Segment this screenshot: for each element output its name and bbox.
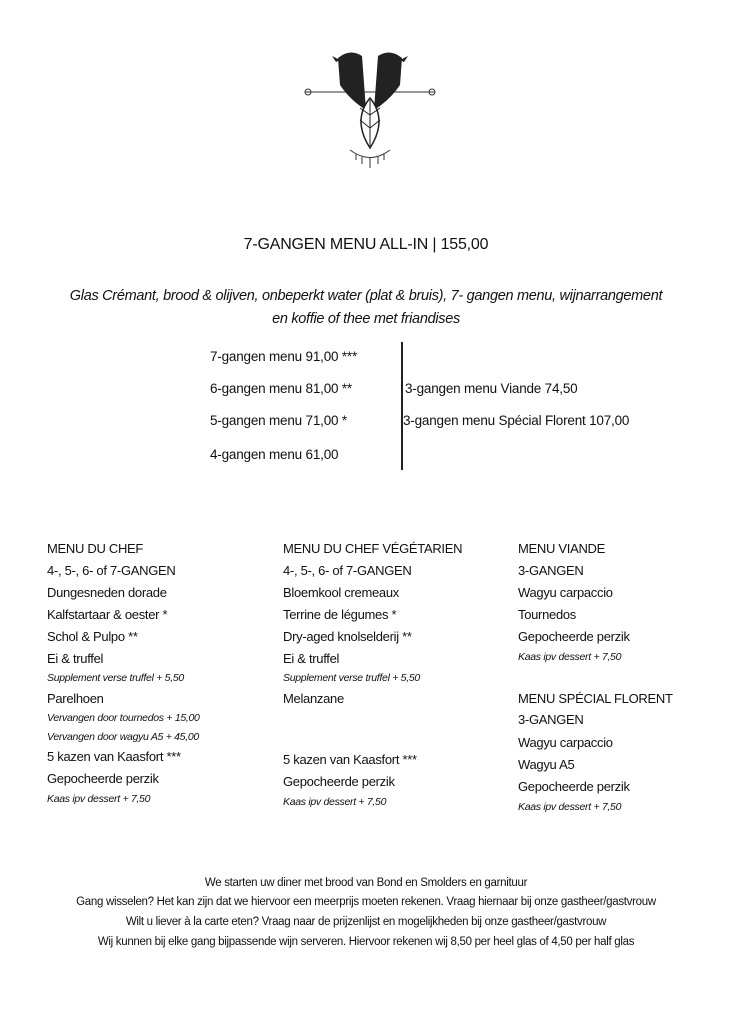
intro-line-2: en koffie of thee met friandises	[272, 311, 460, 327]
chef-note: Supplement verse truffel + 5,50	[47, 672, 184, 684]
menu-title: 7-GANGEN MENU ALL-IN | 155,00	[243, 236, 489, 253]
veg-item: Gepocheerde perzik	[283, 774, 395, 789]
footer-line: Wilt u liever à la carte eten? Vraag naar de prijzenlijst en mogelijkheden bij onze gastheer/gastvrouw	[125, 916, 607, 928]
veg-note: Kaas ipv dessert + 7,50	[283, 796, 387, 808]
divider	[401, 342, 403, 470]
chef-item: Dungesneden dorade	[47, 585, 167, 600]
footer-line: Wij kunnen bij elke gang bijpassende wijn serveren. Hiervoor rekenen wij 8,50 per heel glas of 4,50 per half glas	[97, 936, 635, 948]
viande-item: Gepocheerde perzik	[518, 629, 630, 644]
viande-item: Wagyu carpaccio	[518, 585, 613, 600]
chef-item: Ei & truffel	[47, 651, 104, 666]
veg-item: 4-, 5-, 6- of 7-GANGEN	[283, 563, 412, 578]
florent-note: Kaas ipv dessert + 7,50	[518, 801, 622, 813]
chef-note: Vervangen door wagyu A5 + 45,00	[47, 731, 199, 743]
veg-item: Bloemkool cremeaux	[283, 585, 399, 600]
veg-item: Dry-aged knolselderij **	[283, 629, 412, 644]
florent-item: Wagyu A5	[518, 757, 575, 772]
viande-note: Kaas ipv dessert + 7,50	[518, 651, 622, 663]
veg-item: 5 kazen van Kaasfort ***	[283, 752, 417, 767]
veg-heading: MENU DU CHEF VÉGÉTARIEN	[283, 541, 463, 556]
veg-item: Melanzane	[283, 691, 344, 706]
viande-heading: MENU VIANDE	[518, 541, 605, 556]
veg-note: Supplement verse truffel + 5,50	[283, 672, 420, 684]
florent-item: Wagyu carpaccio	[518, 735, 613, 750]
footer-line: Gang wisselen? Het kan zijn dat we hiervoor een meerprijs moeten rekenen. Vraag hiernaar bij onze gastheer/gastvrouw	[76, 896, 656, 908]
veg-item: Ei & truffel	[283, 651, 340, 666]
price-7-gangen: 7-gangen menu 91,00 ***	[210, 349, 358, 364]
price-viande: 3-gangen menu Viande 74,50	[405, 381, 578, 396]
florent-item: Gepocheerde perzik	[518, 779, 630, 794]
chef-item: 5 kazen van Kaasfort ***	[47, 749, 181, 764]
logo-birds-illustration	[300, 40, 440, 180]
chef-note: Kaas ipv dessert + 7,50	[47, 793, 151, 805]
chef-item: Gepocheerde perzik	[47, 771, 159, 786]
chef-note: Vervangen door tournedos + 15,00	[47, 712, 200, 724]
chef-item: Parelhoen	[47, 691, 104, 706]
intro-line-1: Glas Crémant, brood & olijven, onbeperkt water (plat & bruis), 7- gangen menu, wijnarrangement	[69, 288, 663, 304]
chef-heading: MENU DU CHEF	[47, 541, 144, 556]
price-5-gangen: 5-gangen menu 71,00 *	[210, 413, 347, 428]
florent-heading: MENU SPÉCIAL FLORENT	[518, 691, 673, 706]
price-4-gangen: 4-gangen menu 61,00	[210, 447, 339, 462]
chef-item: 4-, 5-, 6- of 7-GANGEN	[47, 563, 176, 578]
viande-item: Tournedos	[518, 607, 577, 622]
chef-item: Schol & Pulpo **	[47, 629, 138, 644]
footer-line: We starten uw diner met brood van Bond en Smolders en garnituur	[204, 877, 528, 889]
florent-item: 3-GANGEN	[518, 712, 584, 727]
veg-item: Terrine de légumes *	[283, 607, 397, 622]
price-florent: 3-gangen menu Spécial Florent 107,00	[403, 413, 630, 428]
chef-item: Kalfstartaar & oester *	[47, 607, 168, 622]
viande-item: 3-GANGEN	[518, 563, 584, 578]
price-6-gangen: 6-gangen menu 81,00 **	[210, 381, 352, 396]
